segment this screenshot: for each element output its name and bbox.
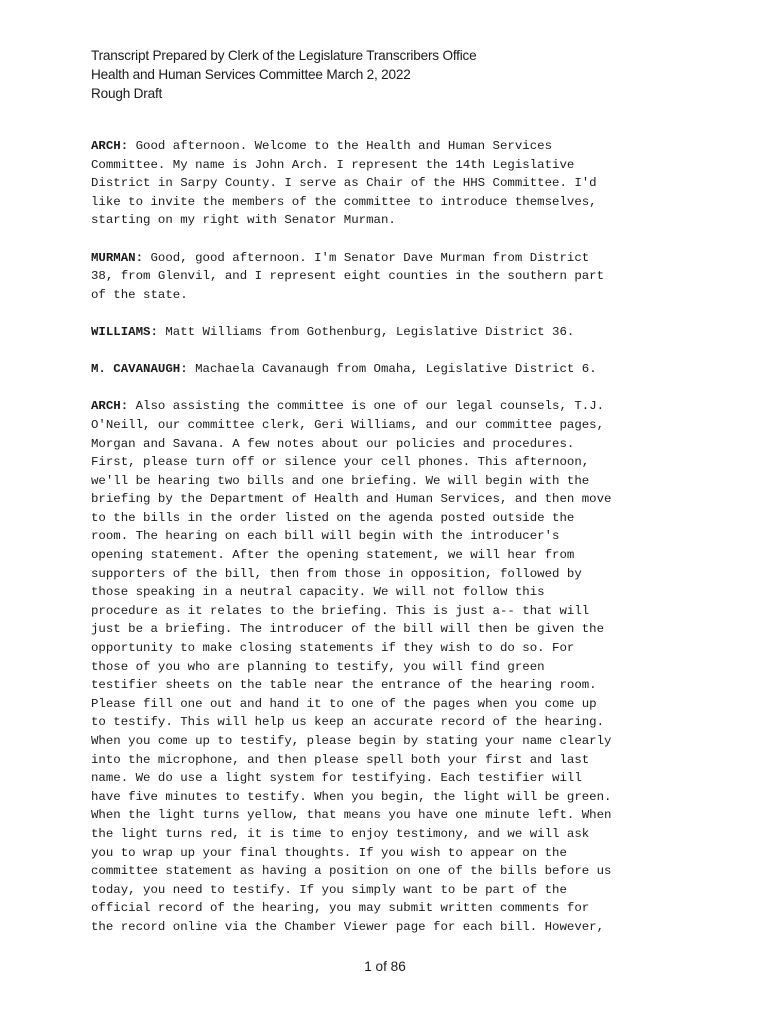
transcript-line: you to wrap up your final thoughts. If you wish to appear on the <box>91 845 567 860</box>
transcript-line: Matt Williams from Gothenburg, Legislative District 36. <box>157 324 575 339</box>
document-header <box>91 46 477 103</box>
transcript-line: like to invite the members of the committee to introduce themselves, <box>91 194 597 209</box>
speaker-name: WILLIAMS: <box>91 324 158 339</box>
transcript-line: Committee. My name is John Arch. I represent the 14th Legislative <box>91 157 575 172</box>
paragraph-first-line <box>91 397 691 416</box>
speaker-name: ARCH: <box>91 399 129 414</box>
transcript-line: we'll be hearing two bills and one briefing. We will begin with the <box>91 473 590 488</box>
transcript-line: to the bills in the order listed on the agenda posted outside the <box>91 510 575 525</box>
header-transcriber-line: Transcript Prepared by Clerk of the Legislature Transcribers Office <box>91 48 477 63</box>
transcript-line: Morgan and Savana. A few notes about our policies and procedures. <box>91 436 575 451</box>
transcript-line: of the state. <box>91 287 188 302</box>
transcript-line: procedure as it relates to the briefing. This is just a-- that will <box>91 603 590 618</box>
transcript-paragraph <box>91 249 691 305</box>
transcript-line: briefing by the Department of Health and Human Services, and then move <box>91 492 612 507</box>
transcript-line: to testify. This will help us keep an accurate record of the hearing. <box>91 715 605 730</box>
transcript-line: into the microphone, and then please spell both your first and last <box>91 752 590 767</box>
page-number-footer: 1 of 86 <box>364 959 406 974</box>
transcript-line: today, you need to testify. If you simply want to be part of the <box>91 882 567 897</box>
transcript-line: those of you who are planning to testify, you will find green <box>91 659 545 674</box>
transcript-line: have five minutes to testify. When you begin, the light will be green. <box>91 789 612 804</box>
transcript-body <box>91 137 691 955</box>
transcript-line: Machaela Cavanaugh from Omaha, Legislative District 6. <box>187 362 597 377</box>
transcript-line: When you come up to testify, please begin by stating your name clearly <box>91 734 612 748</box>
transcript-line: starting on my right with Senator Murman. <box>91 213 396 228</box>
transcript-line: opportunity to make closing statements if they wish to do so. For <box>91 641 575 656</box>
transcript-line: When the light turns yellow, that means you have one minute left. When <box>91 808 612 823</box>
transcript-line: name. We do use a light system for testifying. Each testifier will <box>91 771 582 786</box>
transcript-line: the record online via the Chamber Viewer page for each bill. However, <box>91 919 605 934</box>
transcript-line: just be a briefing. The introducer of the bill will then be given the <box>91 622 605 637</box>
speaker-name: ARCH: <box>91 139 129 153</box>
transcript-line: those speaking in a neutral capacity. We will not follow this <box>91 585 545 600</box>
paragraph-first-line <box>91 249 691 268</box>
header-committee-date-line: Health and Human Services Committee March 2, 2022 <box>91 67 411 82</box>
transcript-line: opening statement. After the opening statement, we will hear from <box>91 548 575 563</box>
transcript-line: room. The hearing on each bill will begin with the introducer's <box>91 529 560 544</box>
speaker-name: MURMAN: <box>91 250 144 265</box>
transcript-line: supporters of the bill, then from those in opposition, followed by <box>91 566 582 581</box>
transcript-line: testifier sheets on the table near the entrance of the hearing room. <box>91 678 597 693</box>
transcript-paragraph <box>91 397 691 936</box>
transcript-line: Good afternoon. Welcome to the Health and Human Services <box>128 139 553 153</box>
transcript-line: official record of the hearing, you may submit written comments for <box>91 901 590 916</box>
transcript-paragraph <box>91 323 691 342</box>
transcript-line: O'Neill, our committee clerk, Geri Williams, and our committee pages, <box>91 417 605 432</box>
transcript-line: committee statement as having a position on one of the bills before us <box>91 864 612 879</box>
transcript-paragraph <box>91 137 691 230</box>
transcript-line: Also assisting the committee is one of our legal counsels, T.J. <box>128 399 605 414</box>
transcript-line: 38, from Glenvil, and I represent eight counties in the southern part <box>91 269 605 284</box>
transcript-paragraph <box>91 360 691 379</box>
paragraph-first-line <box>91 360 691 379</box>
paragraph-first-line <box>91 137 691 156</box>
transcript-line: District in Sarpy County. I serve as Chair of the HHS Committee. I'd <box>91 176 597 191</box>
speaker-name: M. CAVANAUGH: <box>91 362 188 377</box>
transcript-line: the light turns red, it is time to enjoy testimony, and we will ask <box>91 826 590 841</box>
transcript-line: First, please turn off or silence your cell phones. This afternoon, <box>91 455 590 470</box>
paragraph-first-line <box>91 323 691 342</box>
transcript-line: Please fill one out and hand it to one of the pages when you come up <box>91 696 597 711</box>
header-draft-status: Rough Draft <box>91 86 163 101</box>
transcript-line: Good, good afternoon. I'm Senator Dave Murman from District <box>143 250 590 265</box>
